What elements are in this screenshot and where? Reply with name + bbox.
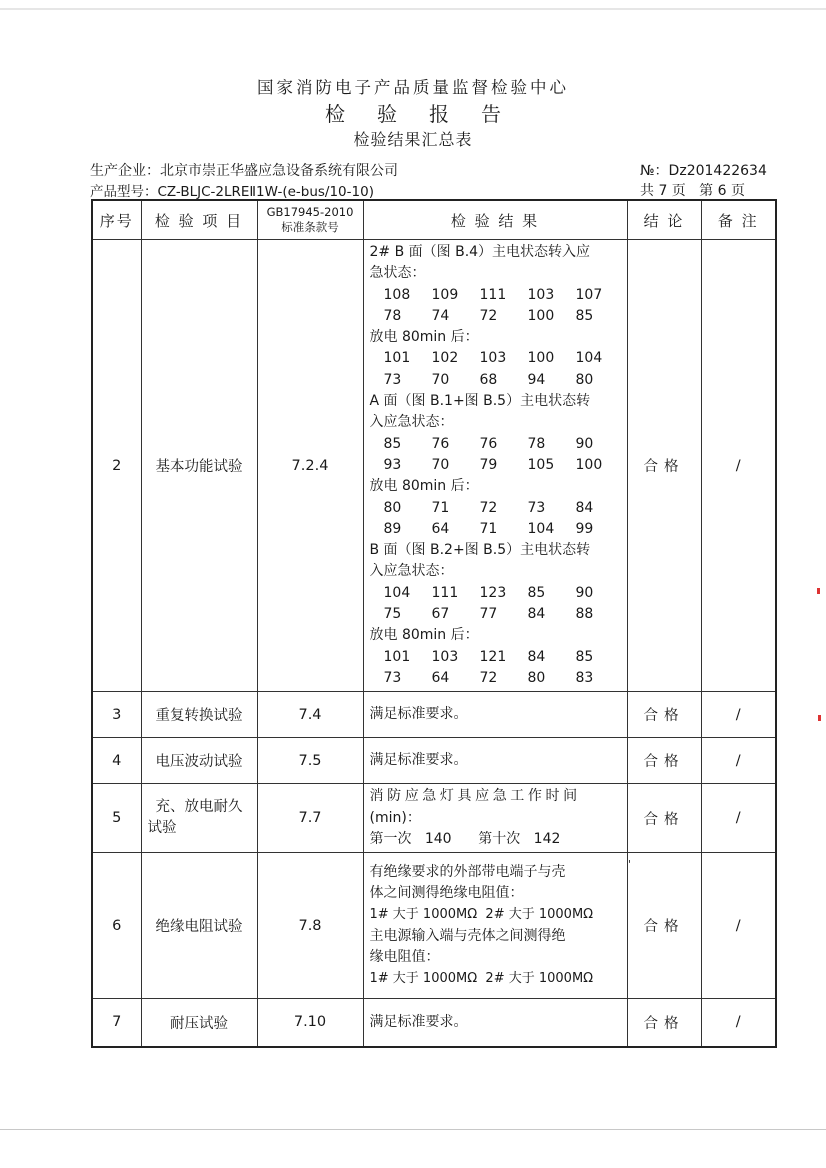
value: 104: [575, 350, 603, 367]
value: 67: [431, 606, 450, 623]
header-standard-code: GB17945-2010: [266, 205, 354, 219]
page-number: 第 6 页: [699, 183, 745, 199]
result-line: 放电 80min 后：: [369, 478, 479, 495]
seq-cell: 6: [92, 853, 141, 999]
value: 89: [383, 520, 402, 537]
measurement-row: [370, 455, 621, 476]
result-line: 1# 大于 1000MΩ 2# 大于 1000MΩ: [369, 971, 594, 987]
table-row: [92, 692, 776, 738]
header-standard-label: 标准条款号: [281, 220, 339, 234]
measurement-row: [370, 604, 621, 625]
table-row: [92, 784, 776, 853]
measurement-row: [370, 306, 621, 327]
remark-cell: /: [701, 738, 776, 784]
total-pages: 共 7 页: [640, 183, 686, 199]
value: 100: [527, 350, 555, 367]
result-line: 入应急状态：: [369, 414, 454, 431]
result-cell: [363, 240, 630, 692]
title-char: 检: [325, 102, 345, 126]
first-value: 140: [424, 830, 452, 847]
value: 78: [383, 307, 402, 324]
table-header-row: [92, 200, 776, 240]
value: 84: [575, 499, 594, 516]
page-info: [640, 180, 745, 200]
value: 100: [575, 456, 603, 473]
measurement-row: [370, 434, 621, 455]
header-item: 检 验 项 目: [141, 200, 257, 240]
value: 76: [431, 435, 450, 452]
measurement-row: [370, 370, 621, 391]
value: 85: [383, 435, 402, 452]
value: 85: [527, 584, 546, 601]
manufacturer-value: 北京市崇正华盛应急设备系统有限公司: [160, 163, 398, 179]
value: 102: [431, 350, 459, 367]
value: 123: [479, 584, 507, 601]
value: 72: [479, 499, 498, 516]
item-cell: 电压波动试验: [141, 738, 257, 784]
value: 101: [383, 350, 411, 367]
value: 99: [575, 520, 594, 537]
result-cell: 满足标准要求。: [363, 692, 627, 738]
result-line: 放电 80min 后：: [369, 627, 479, 644]
item-line: 充、放电耐久: [155, 799, 243, 816]
conclusion-cell: 合格: [627, 784, 701, 853]
value: 88: [575, 606, 594, 623]
report-title: [0, 98, 826, 127]
value: 107: [575, 286, 603, 303]
value: 104: [527, 520, 555, 537]
measurement-row: [370, 583, 621, 604]
conclusion-cell: 合格: [627, 240, 701, 692]
organization-name: 国家消防电子产品质量监督检验中心: [257, 78, 569, 97]
value: 64: [431, 669, 450, 686]
header-remark: 备 注: [701, 200, 776, 240]
table-row: [92, 853, 776, 999]
measurement-row: [370, 498, 621, 519]
item-cell: 基本功能试验: [141, 240, 257, 692]
value: 80: [383, 499, 402, 516]
seq-cell: 4: [92, 738, 141, 784]
value: 71: [479, 520, 498, 537]
clause-cell: 7.7: [257, 784, 363, 853]
value: 105: [527, 456, 555, 473]
value: 84: [527, 648, 546, 665]
value: 80: [527, 669, 546, 686]
value: 78: [527, 435, 546, 452]
model-value: CZ-BLJC-2LREⅡ1W-(e-bus/10-10): [157, 184, 374, 200]
clause-cell: 7.4: [257, 692, 363, 738]
result-line: 体之间测得绝缘电阻值：: [369, 885, 524, 902]
table-row: [92, 738, 776, 784]
result-cell: [363, 784, 627, 853]
value: 70: [431, 371, 450, 388]
measurement-row: [370, 647, 621, 668]
tenth-value: 142: [533, 830, 561, 847]
result-line: 2# B 面（图 B.4）主电状态转入应: [369, 244, 591, 260]
scan-mark: ': [628, 858, 632, 871]
item-cell: [141, 784, 257, 853]
result-cell: 满足标准要求。: [363, 738, 627, 784]
value: 103: [479, 350, 507, 367]
result-cell: [363, 853, 627, 999]
value: 74: [431, 307, 450, 324]
value: 100: [527, 307, 555, 324]
report-number: №：Dz201422634: [640, 163, 767, 179]
remark-cell: /: [701, 784, 776, 853]
model-line: [90, 180, 374, 200]
seq-cell: 5: [92, 784, 141, 853]
conclusion-cell: 合格: [627, 738, 701, 784]
value: 75: [383, 606, 402, 623]
scan-mark: [817, 588, 820, 594]
value: 103: [431, 648, 459, 665]
table-row: [92, 240, 776, 692]
value: 73: [383, 371, 402, 388]
top-scan-edge: [0, 8, 826, 10]
value: 68: [479, 371, 498, 388]
clause-cell: 7.8: [257, 853, 363, 999]
seq-cell: 3: [92, 692, 141, 738]
conclusion-cell: 合格: [627, 999, 701, 1047]
manufacturer-line: [90, 160, 398, 180]
scan-mark: ': [626, 278, 630, 291]
value: 109: [431, 286, 459, 303]
value: 94: [527, 371, 546, 388]
value: 71: [431, 499, 450, 516]
measurement-row: [370, 519, 621, 540]
remark-cell: /: [701, 692, 776, 738]
conclusion-cell: 合格: [627, 692, 701, 738]
value: 108: [383, 286, 411, 303]
value: 70: [431, 456, 450, 473]
measurement-row: [370, 285, 621, 306]
value: 72: [479, 669, 498, 686]
first-label: 第一次: [369, 830, 412, 847]
value: 83: [575, 669, 594, 686]
value: 85: [575, 307, 594, 324]
seq-cell: 7: [92, 999, 141, 1047]
value: 90: [575, 584, 594, 601]
value: 111: [479, 286, 507, 303]
value: 64: [431, 520, 450, 537]
header-conclusion: 结 论: [627, 200, 701, 240]
value: 93: [383, 456, 402, 473]
result-line: 有绝缘要求的外部带电端子与壳: [369, 863, 566, 880]
results-table: [91, 199, 777, 1048]
measurement-row: [370, 348, 621, 369]
item-cell: 绝缘电阻试验: [141, 853, 257, 999]
title-char: 报: [429, 102, 449, 126]
result-line: (min)：: [369, 809, 421, 826]
result-line: 主电源输入端与壳体之间测得绝: [369, 927, 566, 944]
value: 72: [479, 307, 498, 324]
seq-cell: 2: [92, 240, 141, 692]
model-label: 产品型号：: [90, 184, 158, 200]
table-row: [92, 999, 776, 1047]
value: 90: [575, 435, 594, 452]
clause-cell: 7.2.4: [257, 240, 363, 692]
result-line: 消防应急灯具应急工作时间: [369, 788, 581, 805]
title-char: 告: [481, 102, 501, 126]
value: 84: [527, 606, 546, 623]
value: 104: [383, 584, 411, 601]
value: 76: [479, 435, 498, 452]
value: 80: [575, 371, 594, 388]
item-cell: 耐压试验: [141, 999, 257, 1047]
result-cell: 满足标准要求。: [363, 999, 627, 1047]
measurement-row: [370, 668, 621, 689]
result-line: 入应急状态：: [369, 563, 454, 580]
result-line: 1# 大于 1000MΩ 2# 大于 1000MΩ: [369, 907, 594, 923]
remark-cell: /: [701, 853, 776, 999]
value: 73: [383, 669, 402, 686]
tenth-label: 第十次: [478, 830, 521, 847]
clause-cell: 7.5: [257, 738, 363, 784]
value: 101: [383, 648, 411, 665]
value: 79: [479, 456, 498, 473]
manufacturer-label: 生产企业：: [90, 163, 160, 179]
bottom-scan-edge: [0, 1129, 826, 1130]
value: 103: [527, 286, 555, 303]
result-line: [370, 829, 621, 850]
conclusion-cell: 合格: [627, 853, 701, 999]
result-line: 缘电阻值：: [369, 948, 440, 965]
scan-mark: ': [626, 572, 630, 585]
result-line: A 面（图 B.1+图 B.5）主电状态转: [369, 393, 591, 410]
result-line: 急状态：: [369, 265, 426, 282]
result-line: B 面（图 B.2+图 B.5）主电状态转: [369, 542, 591, 559]
title-char: 验: [377, 102, 397, 126]
result-line: 放电 80min 后：: [369, 329, 479, 346]
value: 121: [479, 648, 507, 665]
header-seq: 序号: [92, 200, 141, 240]
scan-mark: [818, 715, 821, 721]
remark-cell: /: [701, 999, 776, 1047]
value: 85: [575, 648, 594, 665]
header-result: 检 验 结 果: [363, 200, 627, 240]
item-cell: 重复转换试验: [141, 692, 257, 738]
value: 77: [479, 606, 498, 623]
value: 111: [431, 584, 459, 601]
header-standard: [257, 200, 363, 240]
report-subtitle: 检验结果汇总表: [353, 130, 473, 149]
remark-cell: /: [701, 240, 776, 692]
clause-cell: 7.10: [257, 999, 363, 1047]
item-line: 试验: [147, 820, 177, 837]
value: 73: [527, 499, 546, 516]
